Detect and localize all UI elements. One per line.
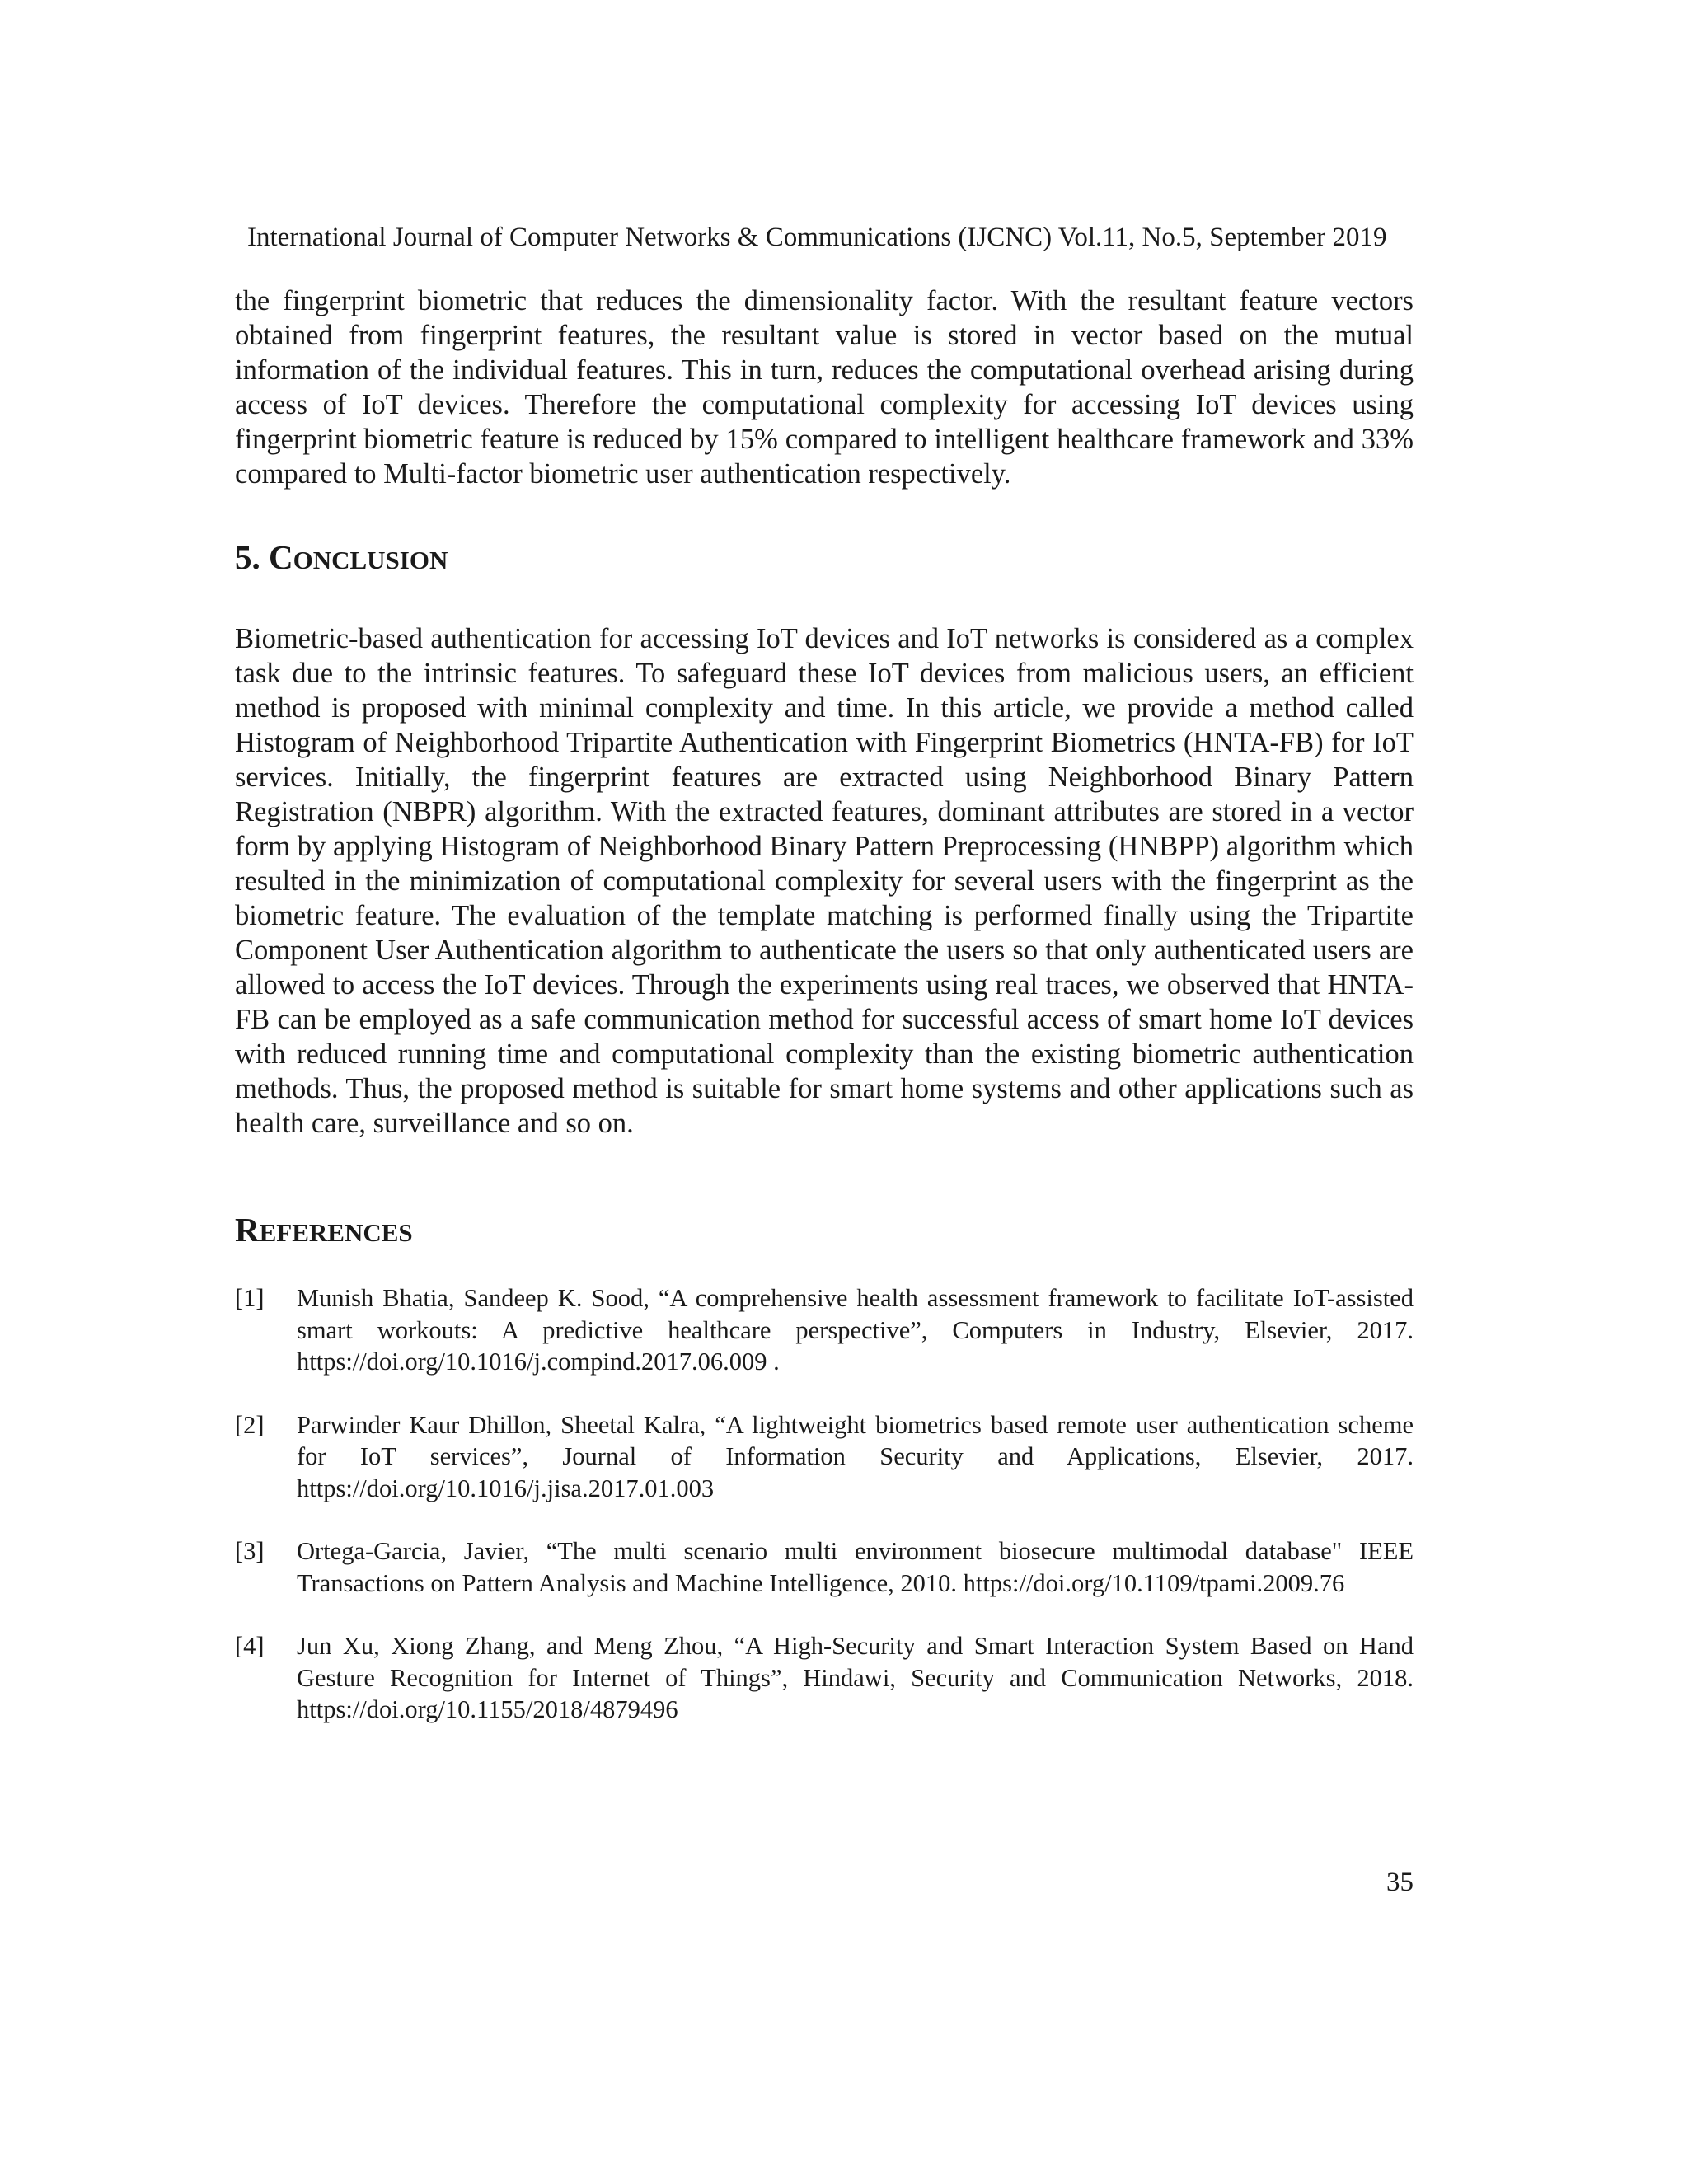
reference-list	[235, 1282, 1414, 1757]
references-heading-smallcaps: EFERENCES	[259, 1218, 413, 1247]
conclusion-heading-number: 5. C	[235, 538, 293, 576]
references-heading-initial: R	[235, 1211, 260, 1249]
reference-number: [4]	[235, 1632, 265, 1660]
reference-item	[235, 1409, 1414, 1505]
conclusion-heading	[235, 537, 448, 580]
reference-item	[235, 1630, 1414, 1726]
conclusion-heading-smallcaps: ONCLUSION	[293, 546, 448, 574]
reference-text: Jun Xu, Xiong Zhang, and Meng Zhou, “A High-Security and Smart Interaction System Based on Hand Gesture Recognition for Internet of Things”, Hindawi, Security and Communication Networks, 2018. https://doi.org/10.1155/2018/4879496	[297, 1632, 1414, 1723]
reference-number: [2]	[235, 1410, 265, 1439]
reference-text: Munish Bhatia, Sandeep K. Sood, “A comprehensive health assessment framework to facilitate IoT-assisted smart workouts: A predictive healthcare perspective”, Computers in Industry, Elsevier, 2017. https://doi.org/10.1016/j.compind.2017.06.009 .	[297, 1284, 1414, 1376]
conclusion-paragraph: Biometric-based authentication for accessing IoT devices and IoT networks is considered as a complex task due to the intrinsic features. To safeguard these IoT devices from malicious users, an efficient method is proposed with minimal complexity and time. In this article, we provide a method called Histogram of Neighborhood Tripartite Authentication with Fingerprint Biometrics (HNTA-FB) for IoT services. Initially, the fingerprint features are extracted using Neighborhood Binary Pattern Registration (NBPR) algorithm. With the extracted features, dominant attributes are stored in a vector form by applying Histogram of Neighborhood Binary Pattern Preprocessing (HNBPP) algorithm which resulted in the minimization of computational complexity for several users with the fingerprint as the biometric feature. The evaluation of the template matching is performed finally using the Tripartite Component User Authentication algorithm to authenticate the users so that only authenticated users are allowed to access the IoT devices. Through the experiments using real traces, we observed that HNTA-FB can be employed as a safe communication method for successful access of smart home IoT devices with reduced running time and computational complexity than the existing biometric authentication methods. Thus, the proposed method is suitable for smart home systems and other applications such as health care, surveillance and so on.	[235, 623, 1414, 1139]
references-heading	[235, 1210, 413, 1253]
reference-number: [3]	[235, 1537, 265, 1565]
page-number: 35	[1386, 1868, 1414, 1897]
reference-number: [1]	[235, 1284, 265, 1312]
running-header: International Journal of Computer Networks & Communications (IJCNC) Vol.11, No.5, September 2019	[247, 223, 1387, 252]
intro-paragraph: the fingerprint biometric that reduces the dimensionality factor. With the resultant feature vectors obtained from fingerprint features, the resultant value is stored in vector based on the mutual information of the individual features. This in turn, reduces the computational overhead arising during access of IoT devices. Therefore the computational complexity for accessing IoT devices using fingerprint biometric feature is reduced by 15% compared to intelligent healthcare framework and 33% compared to Multi-factor biometric user authentication respectively.	[235, 285, 1414, 490]
reference-item	[235, 1282, 1414, 1378]
reference-item	[235, 1535, 1414, 1599]
reference-text: Ortega-Garcia, Javier, “The multi scenario multi environment biosecure multimodal database" IEEE Transactions on Pattern Analysis and Machine Intelligence, 2010. https://doi.org/10.1109/tpami.2009.76	[297, 1537, 1414, 1597]
reference-text: Parwinder Kaur Dhillon, Sheetal Kalra, “A lightweight biometrics based remote user authentication scheme for IoT services”, Journal of Information Security and Applications, Elsevier, 2017. https://doi.org/10.1016/j.jisa.2017.01.003	[297, 1410, 1414, 1502]
